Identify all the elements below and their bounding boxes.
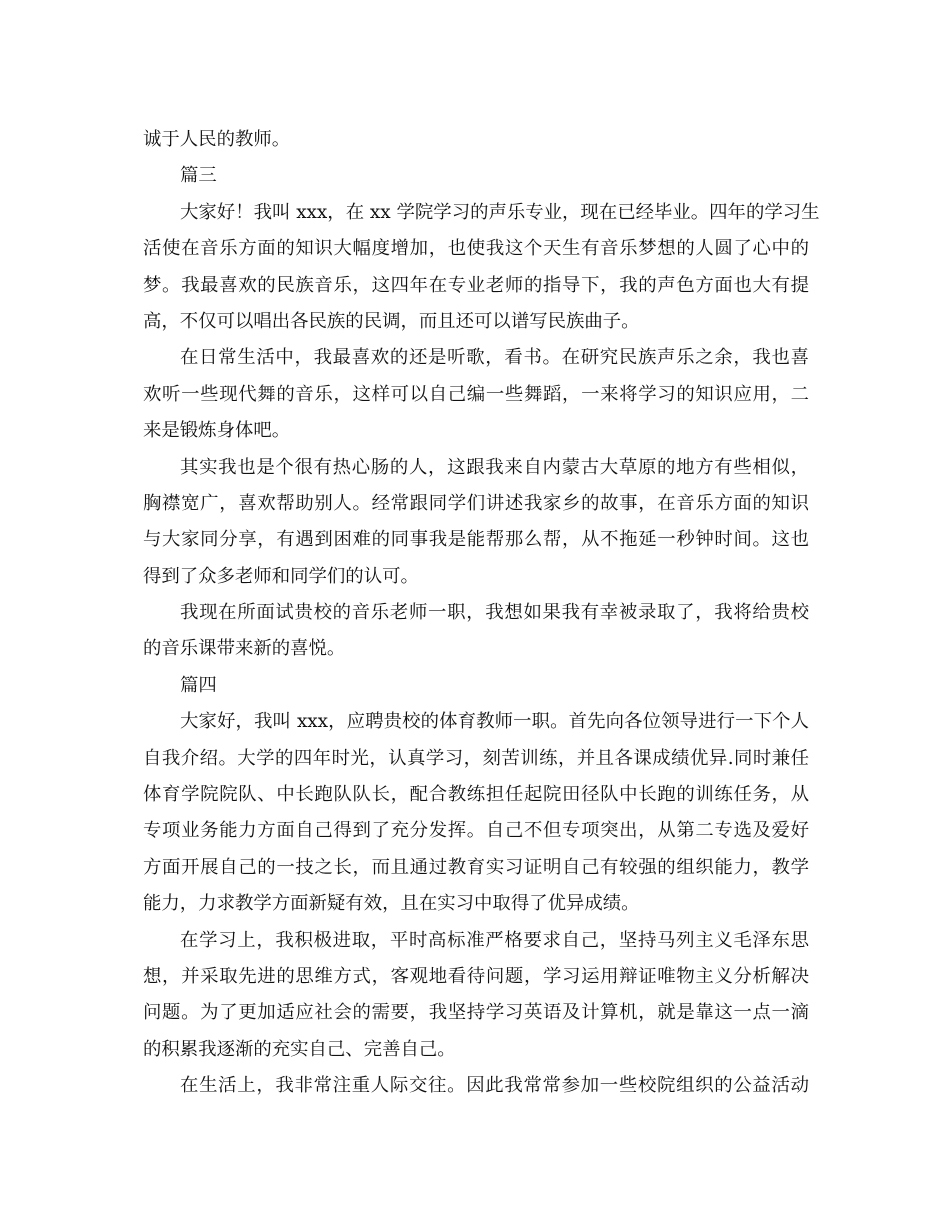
text-line: 欢听一些现代舞的音乐，这样可以自己编一些舞蹈，一来将学习的知识应用，二: [143, 383, 809, 405]
text-line: 诚于人民的教师。: [143, 129, 291, 150]
text-line: 想，并采取先进的思维方式，客观地看待问题，学习运用辩证唯物主义分析解决: [143, 965, 809, 987]
paragraph-first-line: 篇三: [180, 165, 217, 187]
paragraph-first-line: 在日常生活中，我最喜欢的还是听歌，看书。在研究民族声乐之余，我也喜: [180, 347, 809, 369]
paragraph-first-line: 大家好，我叫 xxx，应聘贵校的体育教师一职。首先向各位领导进行一下个人: [180, 711, 809, 733]
text-line: 来是锻炼身体吧。: [143, 420, 291, 442]
text-line: 活使在音乐方面的知识大幅度增加，也使我这个天生有音乐梦想的人圆了心中的: [143, 238, 809, 260]
document-body: [143, 122, 820, 1105]
text-line: 胸襟宽广，喜欢帮助别人。经常跟同学们讲述我家乡的故事，在音乐方面的知识: [143, 492, 809, 514]
text-line: 梦。我最喜欢的民族音乐，这四年在专业老师的指导下，我的声色方面也大有提: [143, 274, 809, 296]
text-line: 能力，力求教学方面新疑有效，且在实习中取得了优异成绩。: [143, 893, 640, 915]
text-line: 的音乐课带来新的喜悦。: [143, 638, 346, 660]
text-line: 与大家同分享，有遇到困难的同事我是能帮那么帮，从不拖延一秒钟时间。这也: [143, 529, 809, 551]
paragraph-first-line: 其实我也是个很有热心肠的人，这跟我来自内蒙古大草原的地方有些相似，: [180, 456, 809, 478]
paragraph-first-line: 篇四: [180, 674, 217, 696]
text-line: 的积累我逐渐的充实自己、完善自己。: [143, 1038, 456, 1060]
text-line: 自我介绍。大学的四年时光，认真学习，刻苦训练，并且各课成绩优异.同时兼任: [143, 747, 809, 769]
paragraph-first-line: 在生活上，我非常注重人际交往。因此我常常参加一些校院组织的公益活动: [180, 1075, 809, 1097]
text-line: 体育学院院队、中长跑队队长，配合教练担任起院田径队中长跑的训练任务，从: [143, 784, 809, 806]
text-line: 得到了众多老师和同学们的认可。: [143, 565, 419, 587]
text-line: 专项业务能力方面自己得到了充分发挥。自己不但专项突出，从第二专选及爱好: [143, 820, 809, 842]
text-line: 方面开展自己的一技之长，而且通过教育实习证明自己有较强的组织能力，教学: [143, 856, 809, 878]
paragraph-first-line: 在学习上，我积极进取，平时高标准严格要求自己，坚持马列主义毛泽东思: [180, 929, 809, 951]
text-line: 问题。为了更加适应社会的需要，我坚持学习英语及计算机，就是靠这一点一滴: [143, 1002, 809, 1024]
paragraph-first-line: 我现在所面试贵校的音乐老师一职，我想如果我有幸被录取了，我将给贵校: [180, 602, 809, 624]
text-line: 高，不仅可以唱出各民族的民调，而且还可以谱写民族曲子。: [143, 310, 640, 332]
paragraph-first-line: 大家好！我叫 xxx，在 xx 学院学习的声乐专业，现在已经毕业。四年的学习生: [180, 201, 820, 223]
